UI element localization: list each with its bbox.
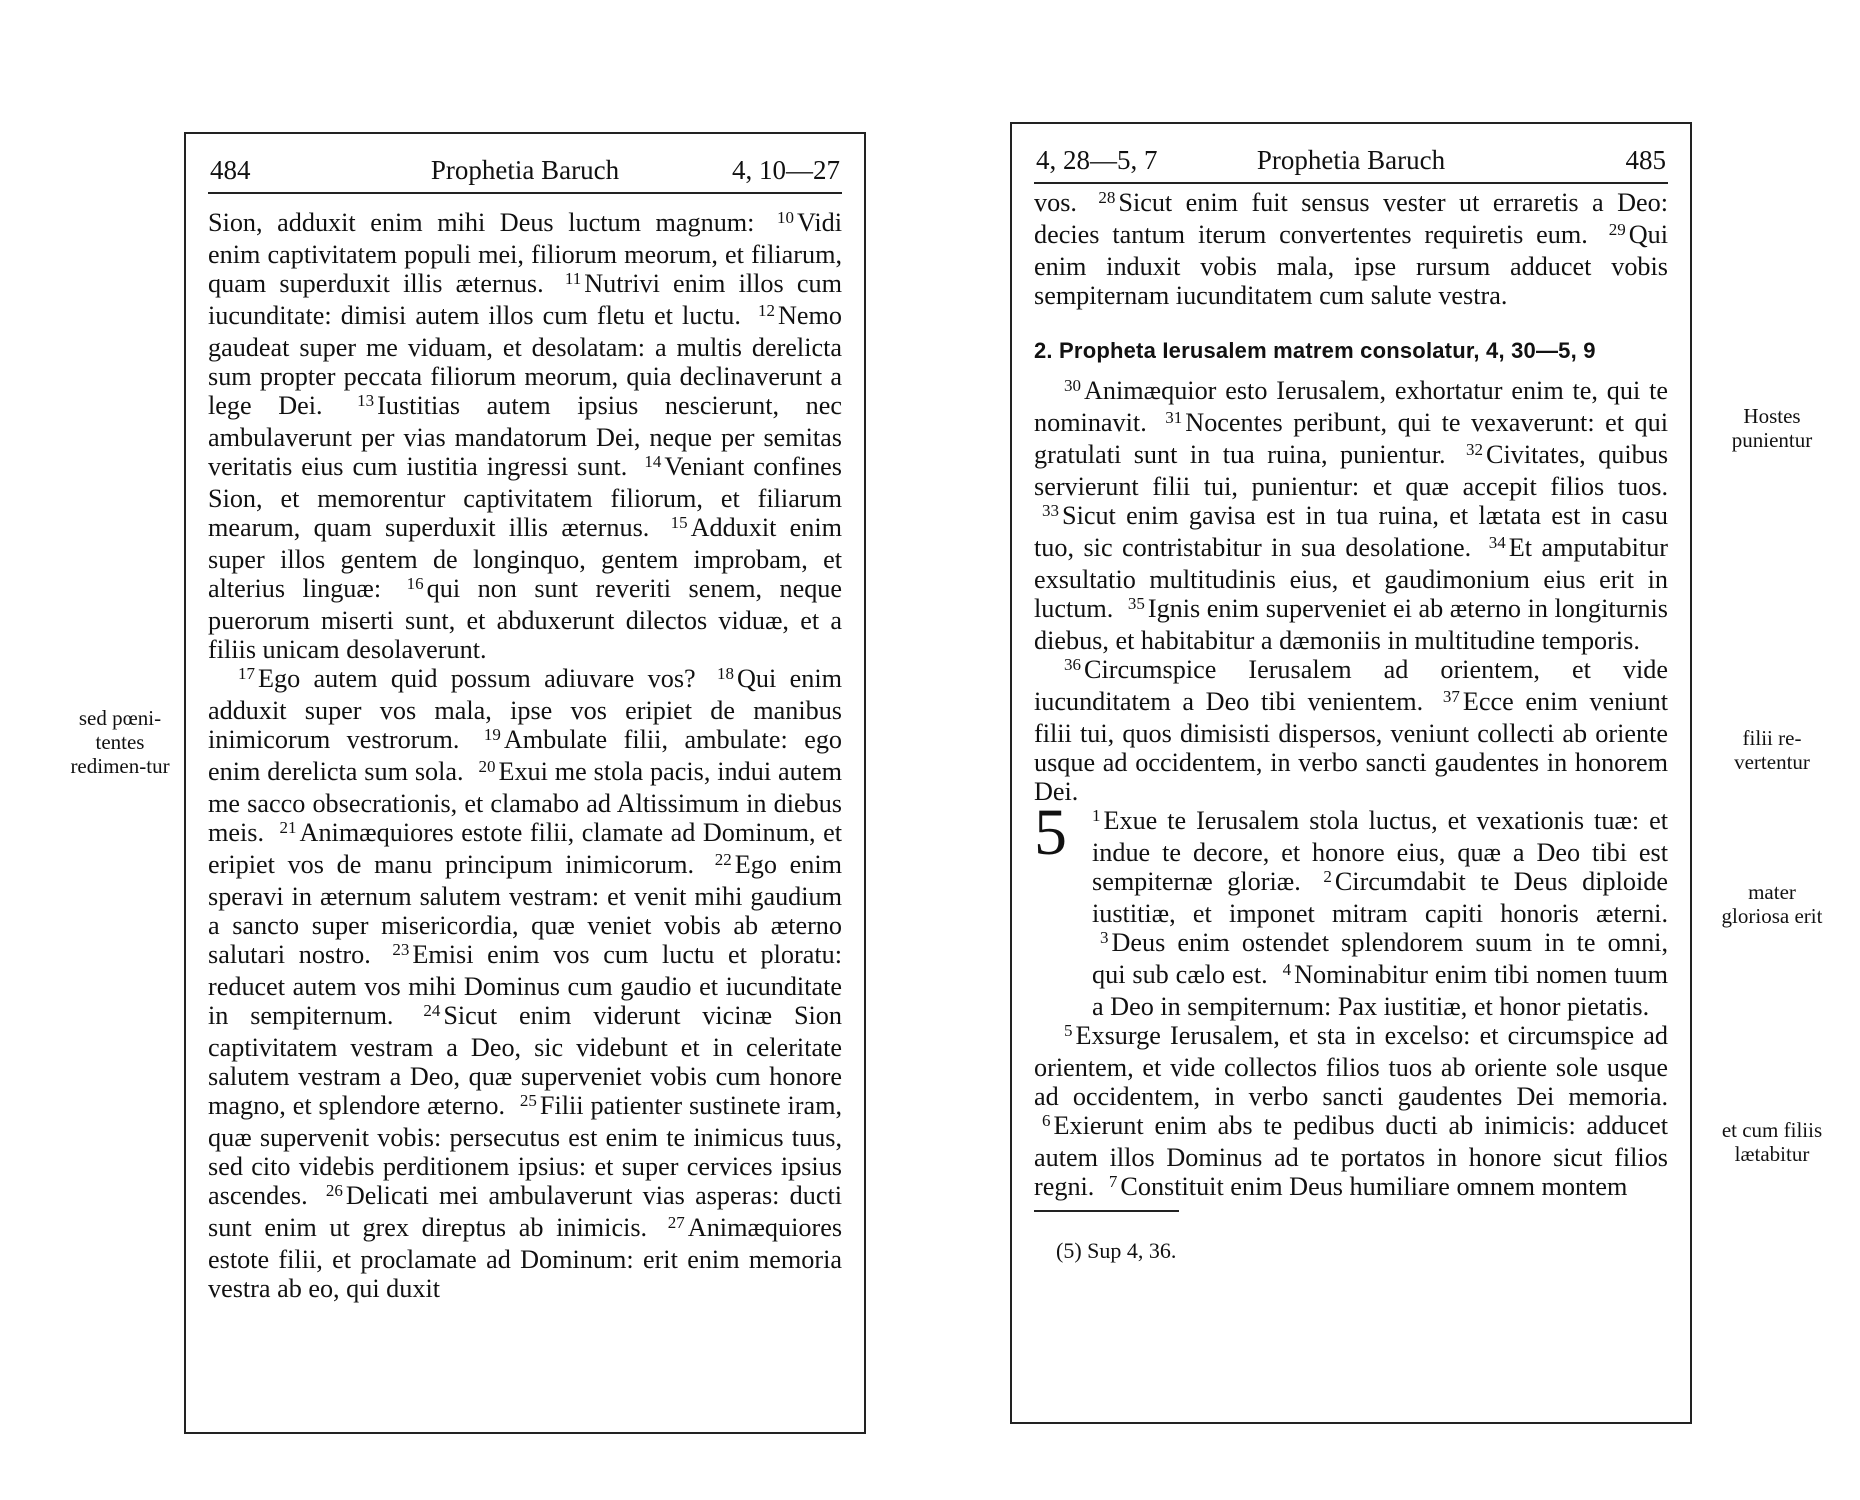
verse-number: 10 [777,208,795,227]
verse-number: 19 [483,725,501,744]
margin-note-right: et cum filiis lætabitur [1721,1118,1823,1166]
margin-note-right: mater gloriosa erit [1721,880,1823,928]
verse-number: 5 [1064,1021,1073,1040]
verse-text: Animæquior esto Ierusalem, exhortatur enim te, qui te nominavit. [1034,376,1668,437]
verse-number: 13 [357,391,375,410]
section-heading: 2. Propheta Ierusalem matrem consolatur, 4, 30—5, 9 [1034,338,1596,363]
verse-number: 1 [1092,806,1101,825]
verse-text: Et amputabitur exsultatio multitudinis eius, et gaudimonium eius erit in luctum. [1034,533,1669,623]
page-number: 485 [1625,145,1666,175]
verse-text: Ego autem quid possum adiuvare vos? [258,664,696,693]
verse-number: 14 [644,452,662,471]
footnote: (5) Sup 4, 36. [1056,1238,1177,1263]
verse-text: qui non sunt reveriti senem, neque puerorum miserti sunt, et abduxerunt dilectos viduæ, et a filiis unicam desolaverunt. [208,574,843,664]
verse-number: 11 [564,269,582,288]
verse-number: 32 [1466,440,1484,459]
verse-text: Constituit enim Deus humiliare omnem montem [1120,1172,1628,1201]
verse-text: Ambulate filii, ambulate: ego enim derelicta sum sola. [208,725,843,786]
verse-number: 16 [406,574,424,593]
verse-text: Nominabitur enim tibi nomen tuum a Deo in sempiternum: Pax iustitiæ, et honor pietatis. [1092,960,1668,1021]
chapter-number: 5 [1034,796,1067,869]
verse-text: Sicut enim viderunt vicinæ Sion captivitatem vestram a Deo, sic videbunt et in celeritate salutem vestram a Deo, quæ superveniet vobis cum honore magno, et splendore æterno. [208,1001,842,1120]
verse-number: 31 [1165,408,1183,427]
verse-number: 21 [279,818,297,837]
left-page [184,132,866,1434]
verse-number: 18 [717,664,734,683]
page-text [1034,188,1668,1264]
paragraph [1034,1021,1668,1204]
paragraph [1034,655,1668,806]
verse-text: Qui enim adduxit super vos mala, ipse vos eripiet de manibus inimicorum vestrorum. [208,664,842,754]
verse-text: Exsurge Ierusalem, et sta in excelso: et circumspice ad orientem, et vide collectos filios tuos ab oriente sole usque ad occidentem, in verbo sancti gaudentes Dei memoria. [1034,1021,1668,1111]
verse-text: Circumspice Ierusalem ad orientem, et vide iucunditatem a Deo tibi venientem. [1034,655,1668,716]
verse-text: Iustitias autem ipsius nescierunt, nec ambulaverunt per vias mandatorum Dei, neque per semitas veritatis eius cum iustitia ingressi sunt. [208,391,843,481]
verse-text: Sicut enim fuit sensus vester ut erraretis a Deo: decies tantum iterum convertentes requiretis eum. [1034,188,1668,249]
verse-text: Sion, adduxit enim mihi Deus luctum magnum: [208,208,755,237]
paragraph [208,208,842,664]
verse-number: 36 [1064,655,1081,674]
margin-note-right: filii re-vertentur [1734,726,1810,774]
verse-text: Animæquiores estote filii, clamate ad Dominum, et eripiet vos de manu principum inimicorum. [208,818,843,879]
verse-number: 27 [667,1213,685,1232]
right-page [1010,122,1692,1424]
verse-number: 25 [519,1091,537,1110]
paragraph [1034,188,1668,310]
margin-note-left: sed pœni-tentes redimen-tur [70,706,170,778]
verse-text: Animæquiores estote filii, et proclamate ad Dominum: erit enim memoria vestra ab eo, qui duxit [208,1213,843,1303]
verse-number: 7 [1108,1172,1118,1191]
chapter-verse-range: 4, 10—27 [732,155,840,185]
verse-text: Vidi enim captivitatem populi mei, filiorum meorum, et filiarum, quam superduxit illis æternus. [208,208,842,298]
paragraph [1034,376,1668,655]
page-number: 484 [210,155,251,185]
verse-text: Civitates, quibus servierunt filii tui, punientur: et quæ accepit filios tuos. [1034,440,1669,501]
page-header [1034,138,1668,184]
verse-text: Nutrivi enim illos cum iucunditate: dimisi autem illos cum fletu et luctu. [208,269,842,330]
verse-text: Exui me stola pacis, indui autem me sacco obsecrationis, et clamabo ad Altissimum in diebus meis. [208,757,842,847]
verse-text: Emisi enim vos cum luctu et ploratu: reducet autem vos mihi Dominus cum gaudio et iucunditate in sempiternum. [208,940,842,1030]
paragraph [208,664,842,1303]
verse-text: Filii patienter sustinete iram, quæ supervenit vobis: persecutus est enim te inimicus tuus, sed cito videbis perditionem ipsius: et super cervices ipsius ascendes. [208,1091,843,1210]
verse-text: Deus enim ostendet splendorem suum in te omni, qui sub cælo est. [1092,928,1668,989]
verse-number: 22 [714,850,732,869]
verse-number: 15 [670,513,688,532]
verse-number: 35 [1127,594,1145,613]
verse-text: Sicut enim gavisa est in tua ruina, et lætata est in casu tuo, sic contristabitur in sua desolatione. [1034,501,1668,562]
verse-number: 34 [1488,533,1506,552]
verse-number: 12 [758,301,776,320]
margin-note-right: Hostes punientur [1731,404,1813,452]
verse-text: Ego enim speravi in æternum salutem vestram: et venit mihi gaudium a sancto super misericordia, quæ veniet vobis ab æterno salutari nostro. [208,850,842,969]
running-title: Prophetia Baruch [1256,145,1446,175]
verse-number: 24 [423,1001,441,1020]
verse-number: 28 [1098,188,1116,207]
verse-text: Qui enim induxit vobis mala, ipse rursum adducet vobis sempiternam iucunditatem cum salute vestra. [1034,220,1668,310]
verse-text: Veniant confines Sion, et memorentur captivitatem filiorum, et filiarum mearum, quam superduxit illis æternus. [208,452,842,542]
verse-number: 33 [1042,501,1059,520]
verse-number: 37 [1442,687,1460,706]
verse-text: Exierunt enim abs te pedibus ducti ab inimicis: adducet autem illos Dominus ad te portatos in honore sicut filios regni. [1034,1111,1668,1201]
verse-number: 26 [325,1181,343,1200]
verse-text: Exue te Ierusalem stola luctus, et vexationis tuæ: et indue te decore, et honore eius, quæ a Deo tibi est sempiternæ gloriæ. [1092,806,1668,896]
verse-text: vos. [1034,188,1077,217]
verse-number: 6 [1042,1111,1051,1130]
running-title: Prophetia Baruch [430,155,620,185]
verse-number: 30 [1064,376,1081,395]
chapter-5-paragraph [1034,796,1668,1021]
verse-number: 3 [1100,928,1109,947]
verse-text: Adduxit enim super illos gentem de longinquo, gentem improbam, et alterius linguæ: [208,513,842,603]
verse-number: 20 [478,757,496,776]
verse-text: Nocentes peribunt, qui te vexaverunt: et qui gratulati sunt in tua ruina, punientur. [1034,408,1669,469]
verse-number: 17 [238,664,255,683]
verse-number: 29 [1608,220,1626,239]
footnote-divider [1034,1210,1179,1212]
verse-text: Ignis enim superveniet ei ab æterno in longiturnis diebus, et habitabitur a dæmoniis in multitudine temporis. [1034,594,1668,655]
verse-number: 2 [1323,867,1332,886]
verse-text: Circumdabit te Deus diploide iustitiæ, et imponet mitram capiti honoris æterni. [1092,867,1668,928]
verse-text: Delicati mei ambulaverunt vias asperas: ducti sunt enim ut grex direptus ab inimicis. [208,1181,843,1242]
verse-number: 4 [1282,960,1292,979]
page-header [208,148,842,194]
verse-number: 23 [392,940,410,959]
chapter-verse-range: 4, 28—5, 7 [1036,145,1158,175]
page-text [208,208,842,1303]
verse-text: Nemo gaudeat super me viduam, et desolatam: a multis derelicta sum propter peccata filiorum meorum, quia declinaverunt a lege Dei. [208,301,843,420]
verse-text: Ecce enim veniunt filii tui, quos dimisisti dispersos, veniunt collecti ab oriente usque ad occidentem, in verbo sancti gaudentes in honorem Dei. [1034,687,1668,806]
